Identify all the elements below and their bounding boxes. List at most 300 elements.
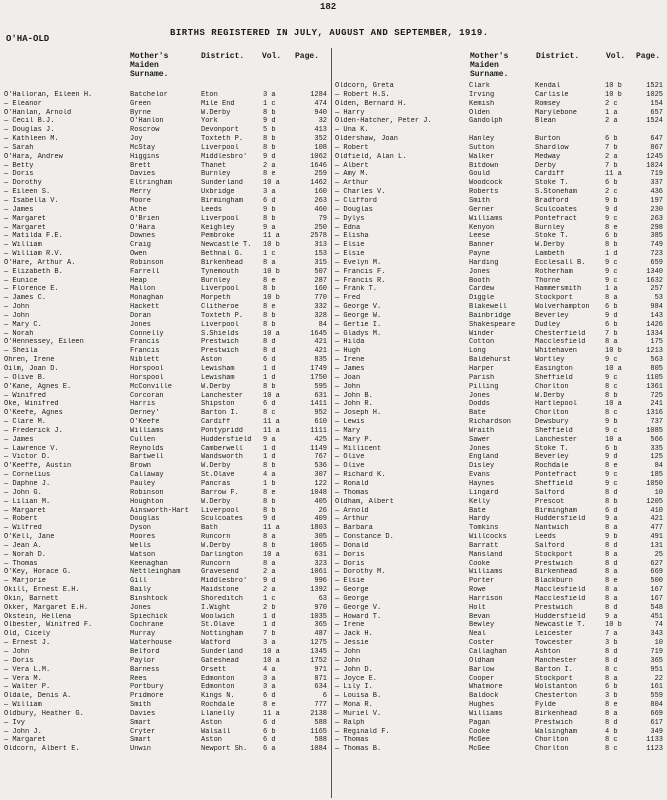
page-ref: 804: [650, 701, 663, 710]
maiden-surname: Higgins: [130, 152, 160, 161]
maiden-surname: Evans: [469, 471, 491, 480]
maiden-surname: Haynes: [469, 479, 495, 488]
maiden-surname: Kenyon: [469, 223, 495, 232]
page-ref: 725: [650, 391, 663, 400]
maiden-surname: Harrison: [469, 594, 503, 603]
entry-name: — Elisha: [335, 232, 369, 241]
district: Hartlepool: [535, 400, 578, 409]
maiden-surname: England: [469, 453, 499, 462]
register-entry: [335, 188, 665, 197]
register-entry: [4, 268, 329, 277]
page-ref: 241: [650, 400, 663, 409]
maiden-surname: Sutton: [469, 143, 495, 152]
page-ref: 951: [650, 665, 663, 674]
district: Ecclesall B.: [535, 258, 586, 267]
volume: 2 a: [263, 586, 276, 595]
page-ref: 719: [650, 170, 663, 179]
maiden-surname: Mallon: [130, 285, 156, 294]
register-entry: [4, 586, 329, 595]
entry-name: — Sarah: [4, 143, 34, 152]
maiden-surname: Robinson: [130, 258, 164, 267]
register-entry: [4, 144, 329, 153]
entry-name: — Irene: [335, 356, 365, 365]
district: Sheffield: [535, 373, 573, 382]
district: Newport Sh.: [201, 745, 248, 754]
district: Carlisle: [535, 90, 569, 99]
volume: 9 c: [605, 276, 618, 285]
maiden-surname: Connelly: [130, 329, 164, 338]
entry-name: — Vera L.M.: [4, 665, 51, 674]
entry-name: — Amy M.: [335, 170, 369, 179]
entry-name: — Lewis: [335, 418, 365, 427]
district: Huddersfield: [201, 435, 252, 444]
register-entry: [4, 330, 329, 339]
maiden-surname: Woodcock: [469, 179, 503, 188]
entry-name: — John D.: [335, 665, 373, 674]
page-ref: 259: [314, 170, 327, 179]
register-entry: [335, 471, 665, 480]
entry-name: O'Hare, Arthur A.: [4, 258, 76, 267]
maiden-surname: Smart: [130, 718, 152, 727]
volume: 3 a: [263, 674, 276, 683]
page-ref: 1165: [310, 727, 327, 736]
register-entry: [4, 745, 329, 754]
maiden-surname: Spiechick: [130, 612, 168, 621]
maiden-surname: Reynolds: [130, 444, 164, 453]
register-entry: [335, 736, 665, 745]
entry-name: — Winifred: [4, 391, 47, 400]
district: Wandsworth: [201, 453, 244, 462]
entry-name: — John R.: [335, 400, 373, 409]
volume: 6 b: [605, 135, 618, 144]
district: Bethnal G.: [201, 250, 244, 259]
page-ref: 491: [650, 533, 663, 542]
entry-name: — John G.: [4, 488, 42, 497]
district: Marylebone: [535, 108, 578, 117]
register-entry: [4, 701, 329, 710]
district: Blean: [535, 117, 557, 126]
volume: 8 a: [605, 338, 618, 347]
entry-name: — Jack H.: [335, 630, 373, 639]
register-entry: [335, 321, 665, 330]
volume: 6 b: [605, 232, 618, 241]
entry-name: — John: [4, 303, 30, 312]
register-entry: [4, 613, 329, 622]
entry-name: — Betty: [4, 161, 34, 170]
district: Rotherham: [535, 267, 573, 276]
register-entry: [335, 91, 665, 100]
maiden-surname: Jones: [469, 391, 491, 400]
register-entry: [335, 480, 665, 489]
entry-name: — Frederick J.: [4, 426, 63, 435]
volume: 8 c: [605, 665, 618, 674]
maiden-surname: Cooke: [469, 559, 491, 568]
entry-name: — Hilda: [335, 338, 365, 347]
maiden-surname: Binshtock: [130, 594, 168, 603]
entry-name: — Francis F.: [335, 267, 386, 276]
maiden-surname: Kemish: [469, 99, 495, 108]
entry-name: — Francis R.: [335, 276, 386, 285]
entry-name: — Elsie: [335, 241, 365, 250]
maiden-surname: Unwin: [130, 745, 152, 754]
volume: 10 a: [263, 656, 280, 665]
maiden-surname: Disley: [469, 462, 495, 471]
maiden-surname: Neal: [469, 630, 486, 639]
entry-name: — Muriel V.: [335, 709, 382, 718]
register-entry: [335, 250, 665, 259]
register-entry: [335, 162, 665, 171]
entry-name: — William R.V.: [4, 250, 63, 259]
register-entry: [335, 347, 665, 356]
entry-name: — Evelyn M.: [335, 258, 382, 267]
entry-name: — Eunice: [4, 276, 38, 285]
page-ref: 617: [650, 718, 663, 727]
maiden-surname: Moores: [130, 533, 156, 542]
register-entry: [4, 241, 329, 250]
maiden-surname: Jones: [130, 603, 152, 612]
entry-name: O'Kane, Agnes E.: [4, 382, 72, 391]
maiden-surname: Douglas: [130, 515, 160, 524]
district: Morpeth: [201, 294, 231, 303]
page-ref: 84: [318, 320, 327, 329]
page-ref: 1340: [646, 267, 663, 276]
volume: 1 c: [263, 594, 276, 603]
entry-name: — Sheila: [4, 347, 38, 356]
maiden-surname: Irving: [469, 90, 495, 99]
maiden-surname: Portbury: [130, 683, 164, 692]
district: Leeds: [201, 205, 223, 214]
register-entry: [335, 604, 665, 613]
register-entry: [4, 109, 329, 118]
page-ref: 153: [314, 250, 327, 259]
district: Salford: [535, 488, 565, 497]
page-ref: 230: [650, 205, 663, 214]
district: Bradford: [535, 196, 569, 205]
page-ref: 634: [314, 683, 327, 692]
maiden-surname: Whatmore: [469, 683, 503, 692]
volume: 9 c: [605, 214, 618, 223]
page-ref: 500: [650, 577, 663, 586]
entry-name: — Charles V.: [335, 188, 386, 197]
register-entry: [335, 392, 665, 401]
register-entry: [4, 312, 329, 321]
register-entry: [335, 586, 665, 595]
entry-name: — Olive B.: [4, 373, 47, 382]
maiden-surname: Smith: [130, 701, 152, 710]
entry-name: — Clifford: [335, 196, 378, 205]
page-ref: 669: [650, 709, 663, 718]
volume: 9 c: [605, 426, 618, 435]
volume: 1 d: [263, 365, 276, 373]
maiden-surname: Richardson: [469, 418, 512, 427]
volume: 10 b: [263, 267, 280, 276]
entry-name: Oilm, Joan D.: [4, 365, 59, 373]
maiden-surname: Rees: [130, 674, 147, 683]
maiden-surname: Doran: [130, 311, 152, 320]
volume: 6 d: [263, 400, 276, 409]
register-entry: [4, 471, 329, 480]
entry-name: — Robert: [4, 515, 38, 524]
volume: 9 a: [605, 515, 618, 524]
entry-name: — Isabella V.: [4, 196, 59, 205]
page-ref: 1065: [310, 541, 327, 550]
district: Walsall: [201, 727, 231, 736]
page-ref: 167: [650, 586, 663, 595]
district: Birkenhead: [535, 709, 578, 718]
maiden-surname: Francis: [130, 347, 160, 356]
register-entry: [335, 135, 665, 144]
entry-name: — Thomas: [4, 559, 38, 568]
district: Chorlton: [535, 736, 569, 745]
volume: 1 d: [263, 453, 276, 462]
page-ref: 1024: [646, 161, 663, 170]
page-ref: 610: [314, 418, 327, 427]
district: Shipston: [201, 400, 235, 409]
register-entry: [4, 259, 329, 268]
entry-name: — Florence E.: [4, 285, 59, 294]
entry-name: — Cornelius: [4, 471, 51, 480]
entry-name: — Norah D.: [4, 550, 47, 559]
register-entry: [4, 126, 329, 135]
register-entry: [335, 418, 665, 427]
column-divider: [331, 48, 332, 798]
page-ref: 1749: [310, 365, 327, 373]
volume: 11 a: [263, 426, 280, 435]
entry-name: Oldale, Denis A.: [4, 692, 72, 701]
page-ref: 477: [650, 524, 663, 533]
register-entry: [4, 232, 329, 241]
page-ref: 563: [650, 356, 663, 365]
maiden-surname: Dyson: [130, 524, 152, 533]
maiden-surname: Booth: [469, 276, 491, 285]
district: Aston: [201, 718, 223, 727]
register-entry: [4, 294, 329, 303]
register-entry: [335, 445, 665, 454]
volume: 9 a: [263, 435, 276, 444]
entry-name: — George: [335, 594, 369, 603]
volume: 2 c: [605, 188, 618, 197]
maiden-surname: Winder: [469, 329, 495, 338]
volume: 4 a: [263, 471, 276, 480]
register-entry: [335, 153, 665, 162]
page-ref: 767: [314, 453, 327, 462]
maiden-surname: Holt: [469, 603, 486, 612]
register-entry: [4, 560, 329, 569]
page-ref: 777: [314, 701, 327, 710]
entry-name: — John: [4, 311, 30, 320]
register-entry: [4, 657, 329, 666]
register-entry: [4, 515, 329, 524]
maiden-surname: Bate: [469, 506, 486, 515]
entry-name: — Mary P.: [335, 435, 373, 444]
entry-name: — Mona R.: [335, 701, 373, 710]
page-ref: 328: [314, 311, 327, 320]
district: Lanchester: [535, 435, 578, 444]
entry-name: — Daphne J.: [4, 479, 51, 488]
page-ref: 1462: [310, 179, 327, 188]
district: Gateshead: [201, 656, 239, 665]
page-ref: 1025: [646, 90, 663, 99]
district: Dewsbury: [535, 418, 569, 427]
entry-name: Okin, Barnett: [4, 594, 59, 603]
page-ref: 125: [650, 453, 663, 462]
district: Wolverhampton: [535, 303, 590, 312]
register-entry: [335, 453, 665, 462]
left-district-header: District.: [201, 52, 245, 61]
volume: 2 a: [263, 161, 276, 170]
page-ref: 1084: [310, 745, 327, 754]
page-ref: 421: [650, 515, 663, 524]
volume: 8 b: [263, 382, 276, 391]
volume: 6 b: [605, 303, 618, 312]
volume: 9 c: [605, 258, 618, 267]
district: Devonport: [201, 126, 239, 135]
page-ref: 1085: [646, 426, 663, 435]
entry-name: — Ronald: [335, 479, 369, 488]
register-entry: [335, 126, 665, 135]
volume: 8 a: [263, 258, 276, 267]
maiden-surname: Brett: [130, 161, 152, 170]
maiden-surname: Cullen: [130, 435, 156, 444]
register-entry: [4, 400, 329, 409]
maiden-surname: Baldehurst: [469, 356, 512, 365]
volume: 1 d: [263, 612, 276, 621]
register-entry: [335, 285, 665, 294]
page-ref: 1803: [310, 524, 327, 533]
entry-name: — John J.: [4, 727, 42, 736]
register-entry: [4, 719, 329, 728]
district: Leicester: [535, 630, 573, 639]
page-ref: 487: [314, 630, 327, 639]
entry-name: — John B.: [335, 391, 373, 400]
volume: 3 a: [263, 188, 276, 197]
maiden-surname: Gill: [130, 577, 147, 586]
page-ref: 871: [314, 674, 327, 683]
district: Prescot: [535, 497, 565, 506]
entry-name: Oldershaw, Joan: [335, 135, 399, 144]
entry-name: — Kathleen M.: [4, 135, 59, 144]
maiden-surname: Bevan: [469, 612, 491, 621]
register-entry: [4, 533, 329, 542]
district: Towcester: [535, 639, 573, 648]
volume: 9 d: [263, 152, 276, 161]
entry-name: — Joyce E.: [335, 674, 378, 683]
maiden-surname: Parish: [469, 373, 495, 382]
register-entry: [335, 462, 665, 471]
district: Darlington: [201, 550, 244, 559]
district: Walsingham: [535, 727, 578, 736]
register-entry: [335, 577, 665, 586]
entry-name: — Millicent: [335, 444, 382, 453]
entry-name: — Lily I.: [335, 683, 373, 692]
entry-name: — Robert H.S.: [335, 90, 390, 99]
page-ref: 365: [314, 621, 327, 630]
maiden-surname: Niblett: [130, 356, 160, 365]
maiden-surname: Leese: [469, 232, 491, 241]
page-ref: 1521: [646, 82, 663, 90]
entry-name: Okker, Margaret E.H.: [4, 603, 89, 612]
district: I.Wight: [201, 603, 231, 612]
volume: 10 b: [605, 347, 622, 356]
district: Thanet: [201, 161, 227, 170]
volume: 11 a: [263, 709, 280, 718]
page-ref: 1111: [310, 426, 327, 435]
district: Macclesfield: [535, 586, 586, 595]
volume: 8 a: [605, 568, 618, 577]
entry-name: — Doris: [335, 550, 365, 559]
register-entry: [335, 701, 665, 710]
page-ref: 298: [650, 223, 663, 232]
page-ref: 410: [650, 506, 663, 515]
district: York: [201, 117, 218, 126]
page-ref: 1361: [646, 382, 663, 391]
page-ref: 1752: [310, 656, 327, 665]
district: Chesterfield: [535, 329, 586, 338]
page-ref: 1149: [310, 444, 327, 453]
district: Burnley: [535, 223, 565, 232]
page-ref: 263: [314, 196, 327, 205]
volume: 8 d: [263, 347, 276, 356]
page-ref: 1411: [310, 400, 327, 409]
district: Cardiff: [535, 170, 565, 179]
maiden-surname: Robinson: [130, 488, 164, 497]
entry-name: — Elsie: [335, 577, 365, 586]
page-ref: 32: [318, 117, 327, 126]
volume: 8 c: [605, 736, 618, 745]
entry-name: — Lawrence V.: [4, 444, 59, 453]
page-ref: 1750: [310, 373, 327, 382]
entry-name: — John: [335, 382, 361, 391]
entry-name: — Gertie I.: [335, 320, 382, 329]
register-entry: [335, 498, 665, 507]
entry-name: — Jean A.: [4, 541, 42, 550]
register-entry: [4, 206, 329, 215]
maiden-surname: Watson: [130, 550, 156, 559]
maiden-surname: Mansland: [469, 550, 503, 559]
page-ref: 307: [314, 471, 327, 480]
page-ref: 287: [314, 276, 327, 285]
district: Prestwich: [535, 603, 573, 612]
district: Easington: [535, 365, 573, 373]
register-entry: [4, 100, 329, 109]
entry-name: — Gladys M.: [335, 329, 382, 338]
register-entry: [4, 736, 329, 745]
page-ref: 984: [650, 303, 663, 312]
entry-name: Okill, Ernest E.H.: [4, 586, 80, 595]
maiden-surname: Ainsworth-Hart: [130, 506, 189, 515]
maiden-surname: Smith: [469, 196, 491, 205]
volume: 8 d: [605, 603, 618, 612]
volume: 11 a: [263, 418, 280, 427]
maiden-surname: Harding: [469, 258, 499, 267]
district: Birkenhead: [535, 568, 578, 577]
district: Stockport: [535, 550, 573, 559]
maiden-surname: Williams: [469, 709, 503, 718]
volume: 8 b: [605, 241, 618, 250]
entry-name: — Dylys: [335, 214, 365, 223]
maiden-surname: Owen: [130, 250, 147, 259]
entry-name: Oldbury, Heather G.: [4, 709, 84, 718]
maiden-surname: Porter: [469, 577, 495, 586]
district: Llanelly: [201, 709, 235, 718]
page-ref: 185: [650, 471, 663, 480]
page-ref: 971: [314, 665, 327, 674]
register-entry: [4, 524, 329, 533]
register-entry: [335, 427, 665, 436]
page-ref: 25: [654, 550, 663, 559]
district: Aston: [201, 356, 223, 365]
page-ref: 588: [314, 736, 327, 745]
